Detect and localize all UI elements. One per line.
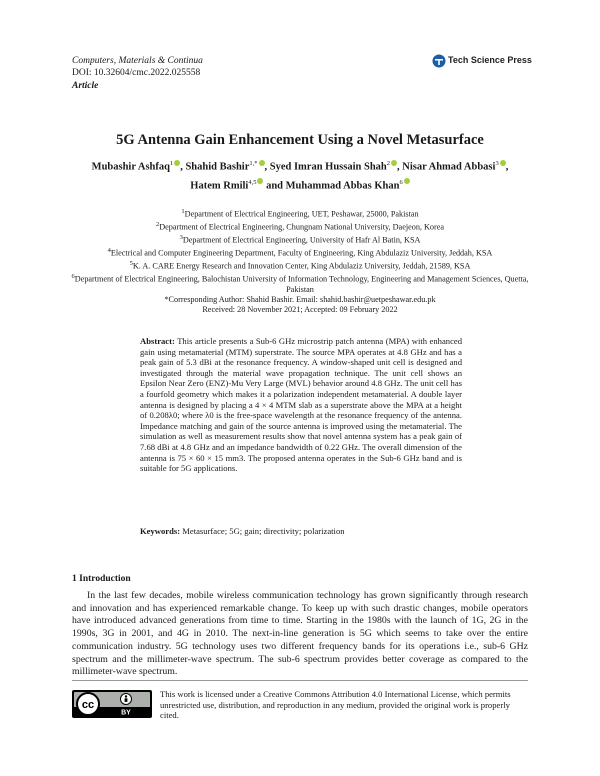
dates: Received: 28 November 2021; Accepted: 09 February 2022 bbox=[202, 305, 398, 315]
author[interactable]: Nisar Ahmad Abbasi bbox=[402, 161, 496, 173]
author-sup: 3 bbox=[495, 160, 499, 167]
author[interactable]: Hatem Rmili bbox=[190, 180, 249, 191]
separator: , bbox=[397, 161, 403, 173]
author-list bbox=[60, 156, 540, 193]
keywords-text: Metasurface; 5G; gain; directivity; polarization bbox=[182, 526, 345, 536]
author-sup: 1,* bbox=[249, 160, 258, 167]
paper-title: 5G Antenna Gain Enhancement Using a Novel Metasurface bbox=[116, 132, 484, 148]
by-badge-text: BY bbox=[121, 709, 131, 717]
introduction-text: In the last few decades, mobile wireless communication technology has grown significantly through research and innovation and has experienced remarkable change. To keep up with such drastic changes, mobile operators have introduced advanced generations from time to time. Starting in the 1980s with the launch of 1G, 2G in the 1990s, 3G in 2001, and 4G in 2010. The next-in-line generation is 5G which seems to take over the entire communication industry. 5G technology uses two different frequency bands for its operations i.e., sub-6 GHz spectrum and the millimeter-wave spectrum. The sub-6 spectrum provides better coverage as compared to the millimeter-wave spectrum. bbox=[72, 590, 528, 678]
separator: , bbox=[505, 161, 509, 173]
cc-badge-text: cc bbox=[81, 699, 95, 711]
publisher-icon bbox=[432, 54, 446, 68]
separator: and bbox=[263, 180, 286, 191]
affiliation: $^5$K. A. CARE Energy Research and Innovation Center, King Abdulaziz University, Jeddah, 21589, KSA bbox=[129, 259, 471, 271]
keywords bbox=[140, 526, 462, 537]
cc-by-badge-icon[interactable] bbox=[72, 690, 152, 718]
affiliation: $^4$Electrical and Computer Engineering Department, Faculty of Engineering, King Abdulaziz University, Jeddah, KSA bbox=[107, 246, 493, 258]
affiliation: $^2$Department of Electrical Engineering, Chungnam National University, Daejeon, Korea bbox=[155, 220, 445, 232]
author-sup: 2 bbox=[386, 160, 391, 167]
publisher-name: Tech Science Press bbox=[448, 55, 532, 65]
abstract-label: Abstract: bbox=[140, 336, 175, 346]
affiliations bbox=[60, 207, 540, 315]
affiliation: $^6$Department of Electrical Engineering, Balochistan University of Information Technology, Engineering and Management Sciences, Quetta, Pakistan bbox=[71, 272, 529, 294]
abstract bbox=[140, 336, 462, 474]
corresponding-author: *Corresponding Author: Shahid Bashir. Email: shahid.bashir@uetpeshawar.edu.pk bbox=[164, 294, 436, 304]
orcid-icon[interactable] bbox=[404, 178, 410, 184]
publisher-logo bbox=[430, 53, 532, 69]
separator: , bbox=[180, 161, 186, 173]
journal-name: Computers, Materials & Continua bbox=[72, 56, 203, 66]
separator: , bbox=[264, 161, 270, 173]
author[interactable]: Shahid Bashir bbox=[185, 161, 250, 173]
affiliation: $^3$Department of Electrical Engineering, University of Hafr Al Batin, KSA bbox=[179, 233, 421, 245]
author[interactable]: Syed Imran Hussain Shah bbox=[269, 161, 387, 173]
license-text: This work is licensed under a Creative Commons Attribution 4.0 International License, which permits unrestricted use, distribution, and reproduction in any medium, provided the original work is properly cited. bbox=[160, 689, 511, 721]
keywords-label: Keywords: bbox=[140, 526, 181, 536]
author-sup: 1 bbox=[169, 160, 174, 167]
author-sup: 6 bbox=[399, 178, 403, 186]
author-sup: 4,5 bbox=[248, 178, 257, 186]
doi[interactable]: DOI: 10.32604/cmc.2022.025558 bbox=[72, 68, 201, 78]
section-heading: 1 Introduction bbox=[72, 574, 131, 584]
author[interactable]: Muhammad Abbas Khan bbox=[285, 180, 400, 191]
author[interactable]: Mubashir Ashfaq bbox=[91, 161, 170, 173]
article-type: Article bbox=[72, 81, 99, 91]
footer-divider bbox=[72, 680, 528, 681]
abstract-text: This article presents a Sub-6 GHz microstrip patch antenna (MPA) with enhanced gain using metamaterial (MTM) superstrate. The source MPA operates at 4.8 GHz and has a peak gain of 5.3 dBi at the resonance frequency. A window-shaped unit cell is designed and investigated through the material wave propagation technique. The unit cell shows an Epsilon Near Zero (ENZ)-Mu Very Large (MVL) behavior around 4.8 GHz. The unit cell has a fourfold geometry which makes it a polarization independent metamaterial. A double layer antenna is designed by placing a 4 × 4 MTM slab as a superstrate above the MPA at a height of 0.208λ0; where λ0 is the free-space wavelength at the resonance frequency of the antenna. Impedance matching and gain of the source antenna is improved using the metamaterial. The simulation as well as measurement results show that novel antenna system has a peak gain of 7.68 dBi at 4.8 GHz and an impedance bandwidth of 0.22 GHz. The overall dimension of the antenna is 75 × 60 × 15 mm3. The proposed antenna operates in the Sub-6 GHz band and is suitable for 5G applications. bbox=[140, 336, 462, 474]
affiliation: $^1$Department of Electrical Engineering, UET, Peshawar, 25000, Pakistan bbox=[181, 208, 419, 219]
